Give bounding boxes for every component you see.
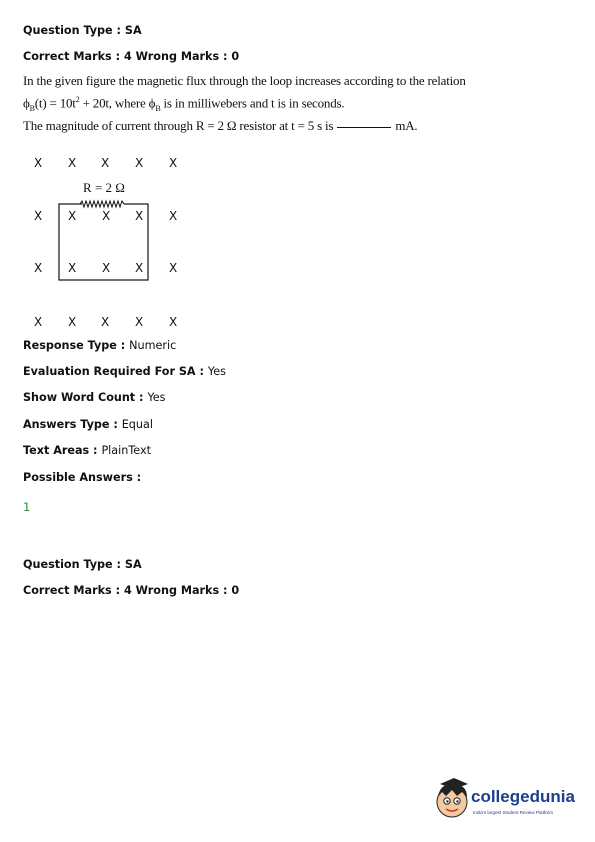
answer-blank <box>337 127 391 128</box>
mascot-icon <box>437 778 468 817</box>
collegedunia-logo <box>430 775 590 825</box>
possible-answer-value: 1 <box>23 500 31 514</box>
resistor-label: R = 2 Ω <box>83 180 125 195</box>
marks-line-2: Correct Marks : 4 Wrong Marks : 0 <box>23 584 240 597</box>
field-cross-1-2: X <box>102 209 111 223</box>
field-cross-1-0: X <box>34 209 43 223</box>
field-cross-0-4: X <box>169 156 178 170</box>
possible-answers-label: Possible Answers : <box>23 471 142 484</box>
field-cross-1-1: X <box>68 209 77 223</box>
field-cross-2-1: X <box>68 261 77 275</box>
question-text-line-3: The magnitude of current through R = 2 Ω resistor at t = 5 s is mA. <box>23 118 418 133</box>
field-cross-3-2: X <box>101 315 110 329</box>
question-text-line-1: In the given figure the magnetic flux through the loop increases according to the relation <box>23 73 466 88</box>
marks-line: Correct Marks : 4 Wrong Marks : 0 <box>23 50 240 63</box>
question-text-line-2: $\phi_B(t) = 10t^2 + 20t$, where $\phi_B$ is in milliwebers and t is in seconds. <box>23 95 345 113</box>
response-type: Response Type : Numeric <box>23 339 177 352</box>
answers-type: Answers Type : Equal <box>23 418 153 431</box>
field-cross-2-3: X <box>135 261 144 275</box>
field-cross-0-1: X <box>68 156 77 170</box>
show-word-count: Show Word Count : Yes <box>23 391 166 404</box>
field-cross-2-2: X <box>102 261 111 275</box>
evaluation-required: Evaluation Required For SA : Yes <box>23 365 226 378</box>
field-cross-3-3: X <box>135 315 144 329</box>
logo-name: collegedunia <box>471 787 575 806</box>
question-type-2: Question Type : SA <box>23 558 142 571</box>
field-cross-1-4: X <box>169 209 178 223</box>
field-cross-0-2: X <box>101 156 110 170</box>
field-cross-3-4: X <box>169 315 178 329</box>
logo-tagline: India's largest Student Review Platform <box>473 810 554 815</box>
field-cross-3-0: X <box>34 315 43 329</box>
field-cross-0-3: X <box>135 156 144 170</box>
field-cross-3-1: X <box>68 315 77 329</box>
field-cross-2-0: X <box>34 261 43 275</box>
field-cross-2-4: X <box>169 261 178 275</box>
question-type: Question Type : SA <box>23 24 142 37</box>
field-cross-0-0: X <box>34 156 43 170</box>
field-cross-1-3: X <box>135 209 144 223</box>
text-areas: Text Areas : PlainText <box>23 444 151 457</box>
magnetic-field-figure <box>20 150 200 340</box>
